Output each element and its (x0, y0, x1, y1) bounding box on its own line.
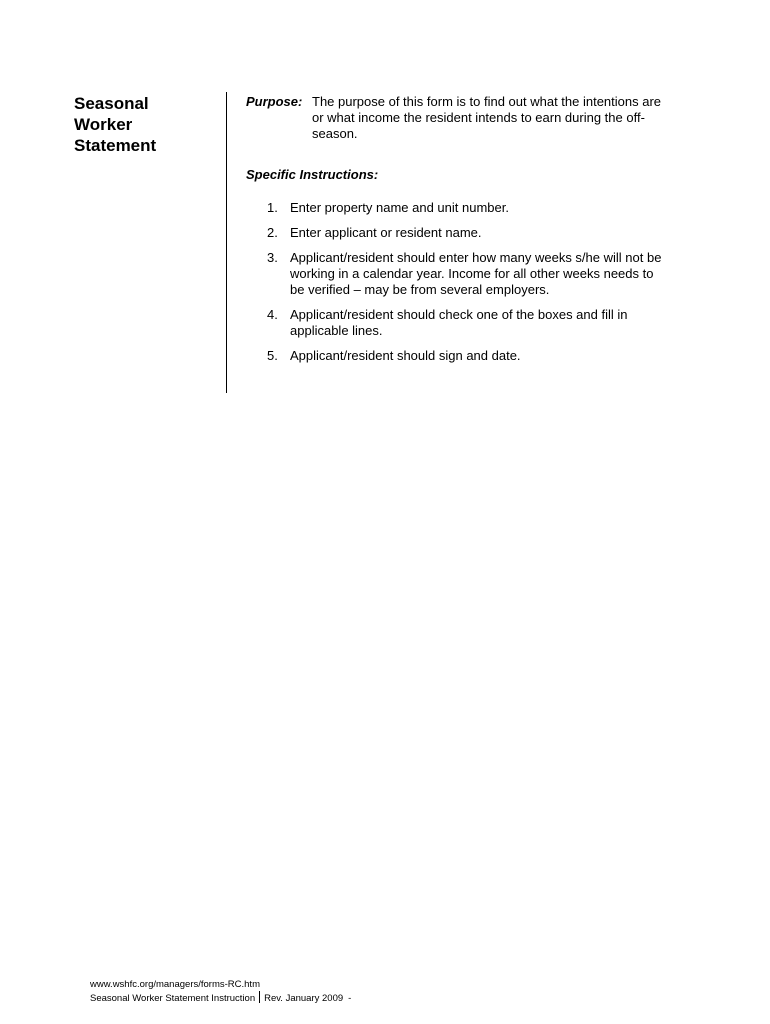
purpose-line: The purpose of this form is to find out what the intentions are (312, 94, 662, 109)
list-item (264, 307, 704, 339)
item-text: Applicant/resident should enter how many weeks s/he will not be (290, 250, 662, 265)
item-number: 1. (267, 200, 278, 215)
item-number: 5. (267, 348, 278, 363)
item-text: be verified – may be from several employers. (290, 282, 550, 297)
item-text: working in a calendar year. Income for all other weeks needs to (290, 266, 654, 281)
instructions-heading: Specific Instructions: (246, 167, 379, 182)
list-item (264, 200, 704, 216)
footer-mark: - (348, 993, 352, 1004)
item-text: Enter property name and unit number. (290, 200, 509, 215)
page-footer (90, 979, 351, 1005)
purpose-label: Purpose: (246, 94, 303, 109)
title-line: Statement (74, 136, 157, 155)
footer-revision: Rev. January 2009 (264, 993, 344, 1004)
item-text: Applicant/resident should check one of the boxes and fill in (290, 307, 628, 322)
item-number: 2. (267, 225, 278, 240)
item-text: Applicant/resident should sign and date. (290, 348, 521, 363)
vertical-divider (226, 92, 227, 393)
list-item (264, 225, 704, 241)
list-item (264, 250, 704, 298)
footer-doc-name: Seasonal Worker Statement Instruction (90, 993, 256, 1004)
item-number: 4. (267, 307, 278, 322)
footer-doc-info (90, 991, 351, 1005)
footer-separator (259, 991, 260, 1003)
item-number: 3. (267, 250, 278, 265)
purpose-line: season. (312, 126, 358, 141)
footer-url: www.wshfc.org/managers/forms-RC.htm (90, 979, 260, 990)
purpose-text (312, 94, 696, 142)
title-line: Seasonal (74, 94, 149, 113)
item-text: applicable lines. (290, 323, 383, 338)
purpose-line: or what income the resident intends to earn during the off- (312, 110, 645, 125)
instructions-list (264, 200, 704, 373)
document-title (74, 93, 214, 156)
item-text: Enter applicant or resident name. (290, 225, 482, 240)
list-item (264, 348, 704, 364)
title-line: Worker (74, 115, 133, 134)
